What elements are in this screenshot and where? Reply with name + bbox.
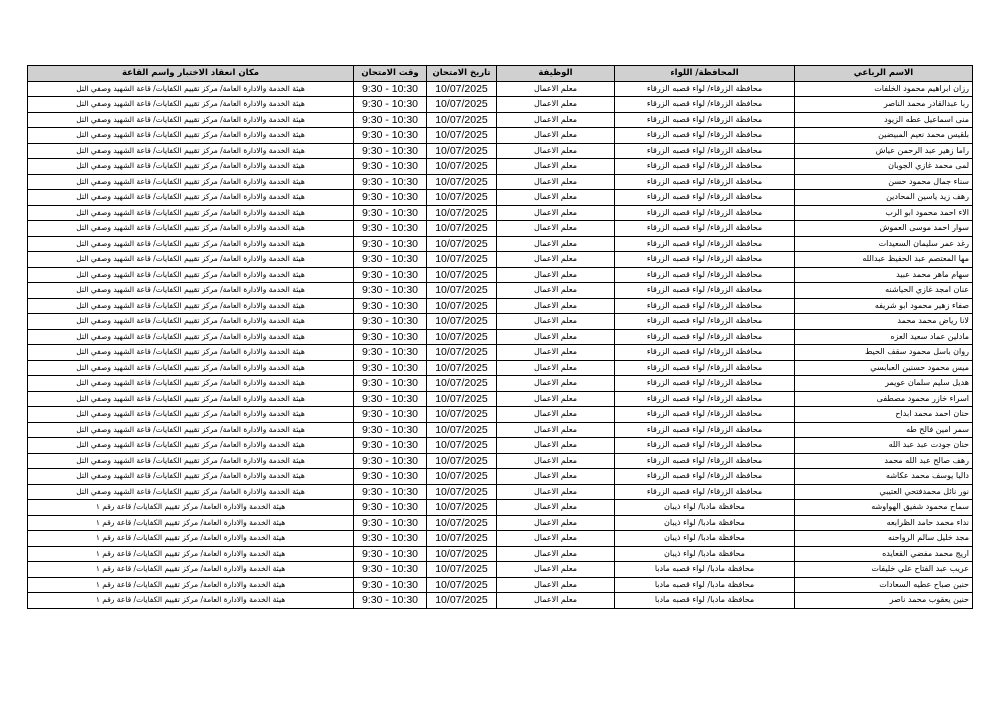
cell-name: بلقيس محمد نعيم المبيضين (795, 128, 973, 144)
cell-name: رهف زيد ياسين المحادين (795, 190, 973, 206)
cell-venue: هيئة الخدمة والادارة العامة/ مركز تقييم الكفايات/ قاعة الشهيد وصفي التل (28, 112, 354, 128)
cell-governorate: محافظة الزرقاء/ لواء قصبه الزرقاء (615, 360, 795, 376)
cell-name: رغد عمر سليمان السعيدات (795, 236, 973, 252)
cell-name: سمر امين فالح طه (795, 422, 973, 438)
cell-exam-time: 9:30 - 10:30 (354, 329, 427, 345)
cell-venue: هيئة الخدمة والادارة العامة/ مركز تقييم الكفايات/ قاعة رقم ١ (28, 577, 354, 593)
cell-name: منى اسماعيل عطه الزيود (795, 112, 973, 128)
cell-job: معلم الاعمال (497, 422, 615, 438)
cell-governorate: محافظة الزرقاء/ لواء قصبه الزرقاء (615, 469, 795, 485)
table-row (28, 500, 973, 516)
cell-job: معلم الاعمال (497, 159, 615, 175)
table-row (28, 422, 973, 438)
cell-governorate: محافظة الزرقاء/ لواء قصبه الزرقاء (615, 159, 795, 175)
table-row (28, 174, 973, 190)
cell-governorate: محافظة مادبا/ لواء قصبه مادبا (615, 593, 795, 609)
cell-exam-date: 10/07/2025 (427, 422, 497, 438)
cell-governorate: محافظة الزرقاء/ لواء قصبه الزرقاء (615, 376, 795, 392)
cell-venue: هيئة الخدمة والادارة العامة/ مركز تقييم الكفايات/ قاعة رقم ١ (28, 593, 354, 609)
cell-exam-time: 9:30 - 10:30 (354, 143, 427, 159)
cell-name: روان باسل محمود سقف الحيط (795, 345, 973, 361)
cell-exam-time: 9:30 - 10:30 (354, 360, 427, 376)
cell-job: معلم الاعمال (497, 128, 615, 144)
cell-exam-date: 10/07/2025 (427, 593, 497, 609)
cell-venue: هيئة الخدمة والادارة العامة/ مركز تقييم الكفايات/ قاعة الشهيد وصفي التل (28, 329, 354, 345)
cell-exam-date: 10/07/2025 (427, 469, 497, 485)
table-row (28, 205, 973, 221)
cell-job: معلم الاعمال (497, 143, 615, 159)
cell-venue: هيئة الخدمة والادارة العامة/ مركز تقييم الكفايات/ قاعة الشهيد وصفي التل (28, 391, 354, 407)
cell-venue: هيئة الخدمة والادارة العامة/ مركز تقييم الكفايات/ قاعة رقم ١ (28, 562, 354, 578)
header-governorate: المحافظة/ اللواء (615, 66, 795, 82)
table-row (28, 593, 973, 609)
header-venue: مكان انعقاد الاختبار واسم القاعة (28, 66, 354, 82)
cell-exam-date: 10/07/2025 (427, 112, 497, 128)
cell-job: معلم الاعمال (497, 221, 615, 237)
cell-exam-date: 10/07/2025 (427, 531, 497, 547)
cell-exam-time: 9:30 - 10:30 (354, 484, 427, 500)
cell-name: نداء محمد حامد الظرابعه (795, 515, 973, 531)
cell-governorate: محافظة الزرقاء/ لواء قصبه الزرقاء (615, 484, 795, 500)
cell-job: معلم الاعمال (497, 407, 615, 423)
cell-job: معلم الاعمال (497, 453, 615, 469)
cell-exam-time: 9:30 - 10:30 (354, 267, 427, 283)
cell-exam-date: 10/07/2025 (427, 453, 497, 469)
cell-job: معلم الاعمال (497, 345, 615, 361)
cell-exam-date: 10/07/2025 (427, 159, 497, 175)
cell-venue: هيئة الخدمة والادارة العامة/ مركز تقييم الكفايات/ قاعة الشهيد وصفي التل (28, 159, 354, 175)
cell-exam-time: 9:30 - 10:30 (354, 531, 427, 547)
cell-exam-date: 10/07/2025 (427, 345, 497, 361)
cell-venue: هيئة الخدمة والادارة العامة/ مركز تقييم الكفايات/ قاعة الشهيد وصفي التل (28, 422, 354, 438)
cell-governorate: محافظة مادبا/ لواء ذيبان (615, 515, 795, 531)
cell-governorate: محافظة الزرقاء/ لواء قصبه الزرقاء (615, 174, 795, 190)
cell-job: معلم الاعمال (497, 469, 615, 485)
cell-name: مادلين عماد سعيد العزه (795, 329, 973, 345)
table-row (28, 438, 973, 454)
cell-exam-time: 9:30 - 10:30 (354, 236, 427, 252)
cell-exam-date: 10/07/2025 (427, 236, 497, 252)
cell-venue: هيئة الخدمة والادارة العامة/ مركز تقييم الكفايات/ قاعة الشهيد وصفي التل (28, 174, 354, 190)
table-row (28, 376, 973, 392)
cell-exam-time: 9:30 - 10:30 (354, 391, 427, 407)
cell-exam-time: 9:30 - 10:30 (354, 81, 427, 97)
header-job: الوظيفة (497, 66, 615, 82)
cell-governorate: محافظة الزرقاء/ لواء قصبه الزرقاء (615, 267, 795, 283)
cell-job: معلم الاعمال (497, 593, 615, 609)
cell-job: معلم الاعمال (497, 236, 615, 252)
cell-name: رزان ابراهيم محمود الخلفات (795, 81, 973, 97)
cell-governorate: محافظة الزرقاء/ لواء قصبه الزرقاء (615, 453, 795, 469)
cell-exam-time: 9:30 - 10:30 (354, 515, 427, 531)
table-row (28, 112, 973, 128)
table-row (28, 97, 973, 113)
cell-venue: هيئة الخدمة والادارة العامة/ مركز تقييم الكفايات/ قاعة الشهيد وصفي التل (28, 252, 354, 268)
cell-job: معلم الاعمال (497, 81, 615, 97)
cell-exam-time: 9:30 - 10:30 (354, 190, 427, 206)
cell-exam-time: 9:30 - 10:30 (354, 546, 427, 562)
cell-exam-date: 10/07/2025 (427, 360, 497, 376)
table-row (28, 283, 973, 299)
table-row (28, 298, 973, 314)
header-row (28, 66, 973, 82)
cell-venue: هيئة الخدمة والادارة العامة/ مركز تقييم الكفايات/ قاعة الشهيد وصفي التل (28, 81, 354, 97)
cell-governorate: محافظة الزرقاء/ لواء قصبه الزرقاء (615, 391, 795, 407)
cell-exam-time: 9:30 - 10:30 (354, 562, 427, 578)
cell-exam-date: 10/07/2025 (427, 221, 497, 237)
cell-exam-time: 9:30 - 10:30 (354, 314, 427, 330)
cell-venue: هيئة الخدمة والادارة العامة/ مركز تقييم الكفايات/ قاعة الشهيد وصفي التل (28, 143, 354, 159)
cell-venue: هيئة الخدمة والادارة العامة/ مركز تقييم الكفايات/ قاعة رقم ١ (28, 515, 354, 531)
cell-exam-date: 10/07/2025 (427, 174, 497, 190)
cell-venue: هيئة الخدمة والادارة العامة/ مركز تقييم الكفايات/ قاعة الشهيد وصفي التل (28, 298, 354, 314)
cell-exam-time: 9:30 - 10:30 (354, 298, 427, 314)
cell-exam-date: 10/07/2025 (427, 314, 497, 330)
cell-name: ميس محمود حسنين العبابسي (795, 360, 973, 376)
header-name: الاسم الرباعي (795, 66, 973, 82)
cell-venue: هيئة الخدمة والادارة العامة/ مركز تقييم الكفايات/ قاعة الشهيد وصفي التل (28, 314, 354, 330)
cell-exam-date: 10/07/2025 (427, 515, 497, 531)
cell-venue: هيئة الخدمة والادارة العامة/ مركز تقييم الكفايات/ قاعة الشهيد وصفي التل (28, 221, 354, 237)
cell-name: حنان جودت عبد عبد الله (795, 438, 973, 454)
cell-exam-time: 9:30 - 10:30 (354, 174, 427, 190)
cell-venue: هيئة الخدمة والادارة العامة/ مركز تقييم الكفايات/ قاعة رقم ١ (28, 500, 354, 516)
cell-governorate: محافظة الزرقاء/ لواء قصبه الزرقاء (615, 81, 795, 97)
cell-name: عريب عبد الفتاح علي خليفات (795, 562, 973, 578)
table-row (28, 577, 973, 593)
cell-name: حنين صباح عطيه السعادات (795, 577, 973, 593)
cell-job: معلم الاعمال (497, 531, 615, 547)
cell-job: معلم الاعمال (497, 174, 615, 190)
cell-exam-time: 9:30 - 10:30 (354, 112, 427, 128)
cell-governorate: محافظة الزرقاء/ لواء قصبه الزرقاء (615, 407, 795, 423)
table-row (28, 360, 973, 376)
cell-exam-date: 10/07/2025 (427, 329, 497, 345)
cell-exam-time: 9:30 - 10:30 (354, 438, 427, 454)
cell-name: سماح محمود شفيق الهواوشه (795, 500, 973, 516)
cell-name: هديل سليم سلمان عويمر (795, 376, 973, 392)
cell-exam-date: 10/07/2025 (427, 252, 497, 268)
cell-governorate: محافظة الزرقاء/ لواء قصبه الزرقاء (615, 190, 795, 206)
cell-job: معلم الاعمال (497, 376, 615, 392)
cell-name: رهف صالح عبد الله محمد (795, 453, 973, 469)
header-exam-time: وقت الامتحان (354, 66, 427, 82)
cell-name: لانا رياض محمد محمد (795, 314, 973, 330)
cell-job: معلم الاعمال (497, 252, 615, 268)
cell-governorate: محافظة مادبا/ لواء قصبه مادبا (615, 577, 795, 593)
cell-job: معلم الاعمال (497, 360, 615, 376)
cell-exam-date: 10/07/2025 (427, 577, 497, 593)
cell-venue: هيئة الخدمة والادارة العامة/ مركز تقييم الكفايات/ قاعة الشهيد وصفي التل (28, 236, 354, 252)
cell-name: لمى محمد غازي الجوبان (795, 159, 973, 175)
cell-venue: هيئة الخدمة والادارة العامة/ مركز تقييم الكفايات/ قاعة الشهيد وصفي التل (28, 376, 354, 392)
cell-name: حنان احمد محمد ابداح (795, 407, 973, 423)
cell-exam-time: 9:30 - 10:30 (354, 283, 427, 299)
table-row (28, 469, 973, 485)
cell-name: سناء جمال محمود حسن (795, 174, 973, 190)
cell-job: معلم الاعمال (497, 190, 615, 206)
table-row (28, 515, 973, 531)
cell-venue: هيئة الخدمة والادارة العامة/ مركز تقييم الكفايات/ قاعة الشهيد وصفي التل (28, 484, 354, 500)
cell-name: نور نائل محمدفتحي العتيبي (795, 484, 973, 500)
cell-governorate: محافظة مادبا/ لواء ذيبان (615, 531, 795, 547)
cell-name: الاء احمد محمود ابو الرب (795, 205, 973, 221)
cell-exam-date: 10/07/2025 (427, 283, 497, 299)
cell-governorate: محافظة الزرقاء/ لواء قصبه الزرقاء (615, 314, 795, 330)
cell-venue: هيئة الخدمة والادارة العامة/ مركز تقييم الكفايات/ قاعة الشهيد وصفي التل (28, 345, 354, 361)
cell-governorate: محافظة الزرقاء/ لواء قصبه الزرقاء (615, 438, 795, 454)
table-row (28, 159, 973, 175)
table-row (28, 143, 973, 159)
cell-name: سهام ماهر محمد عبيد (795, 267, 973, 283)
table-row (28, 562, 973, 578)
table-row (28, 407, 973, 423)
cell-exam-date: 10/07/2025 (427, 190, 497, 206)
cell-venue: هيئة الخدمة والادارة العامة/ مركز تقييم الكفايات/ قاعة الشهيد وصفي التل (28, 360, 354, 376)
cell-governorate: محافظة مادبا/ لواء ذيبان (615, 546, 795, 562)
cell-venue: هيئة الخدمة والادارة العامة/ مركز تقييم الكفايات/ قاعة الشهيد وصفي التل (28, 205, 354, 221)
cell-exam-date: 10/07/2025 (427, 81, 497, 97)
cell-exam-date: 10/07/2025 (427, 376, 497, 392)
header-exam-date: تاريخ الامتحان (427, 66, 497, 82)
cell-venue: هيئة الخدمة والادارة العامة/ مركز تقييم الكفايات/ قاعة الشهيد وصفي التل (28, 469, 354, 485)
cell-name: مها المعتصم عبد الحفيظ عبدالله (795, 252, 973, 268)
cell-exam-date: 10/07/2025 (427, 546, 497, 562)
cell-venue: هيئة الخدمة والادارة العامة/ مركز تقييم الكفايات/ قاعة الشهيد وصفي التل (28, 438, 354, 454)
table-row (28, 81, 973, 97)
cell-name: مجد خليل سالم الرواحنه (795, 531, 973, 547)
cell-name: داليا يوسف محمد عكاشه (795, 469, 973, 485)
cell-name: سوار احمد موسى العموش (795, 221, 973, 237)
cell-governorate: محافظة الزرقاء/ لواء قصبه الزرقاء (615, 221, 795, 237)
cell-exam-date: 10/07/2025 (427, 391, 497, 407)
cell-venue: هيئة الخدمة والادارة العامة/ مركز تقييم الكفايات/ قاعة الشهيد وصفي التل (28, 283, 354, 299)
cell-governorate: محافظة الزرقاء/ لواء قصبه الزرقاء (615, 143, 795, 159)
cell-venue: هيئة الخدمة والادارة العامة/ مركز تقييم الكفايات/ قاعة الشهيد وصفي التل (28, 97, 354, 113)
cell-exam-time: 9:30 - 10:30 (354, 500, 427, 516)
table-row (28, 252, 973, 268)
cell-exam-time: 9:30 - 10:30 (354, 376, 427, 392)
cell-job: معلم الاعمال (497, 484, 615, 500)
cell-name: ربا عبدالقادر محمد الناصر (795, 97, 973, 113)
cell-name: اريج محمد مفضي القعايده (795, 546, 973, 562)
cell-venue: هيئة الخدمة والادارة العامة/ مركز تقييم الكفايات/ قاعة رقم ١ (28, 546, 354, 562)
cell-governorate: محافظة الزرقاء/ لواء قصبه الزرقاء (615, 252, 795, 268)
cell-name: حنين يعقوب محمد ناصر (795, 593, 973, 609)
cell-venue: هيئة الخدمة والادارة العامة/ مركز تقييم الكفايات/ قاعة رقم ١ (28, 531, 354, 547)
cell-exam-time: 9:30 - 10:30 (354, 345, 427, 361)
table-row (28, 267, 973, 283)
table-body (28, 81, 973, 608)
cell-venue: هيئة الخدمة والادارة العامة/ مركز تقييم الكفايات/ قاعة الشهيد وصفي التل (28, 453, 354, 469)
cell-job: معلم الاعمال (497, 438, 615, 454)
cell-name: عنان امجد غازي الحياشنه (795, 283, 973, 299)
cell-governorate: محافظة الزرقاء/ لواء قصبه الزرقاء (615, 112, 795, 128)
cell-exam-date: 10/07/2025 (427, 128, 497, 144)
cell-job: معلم الاعمال (497, 329, 615, 345)
cell-job: معلم الاعمال (497, 298, 615, 314)
cell-exam-time: 9:30 - 10:30 (354, 593, 427, 609)
cell-governorate: محافظة مادبا/ لواء قصبه مادبا (615, 562, 795, 578)
cell-exam-time: 9:30 - 10:30 (354, 97, 427, 113)
table-row (28, 190, 973, 206)
exam-schedule-table (27, 65, 973, 609)
cell-exam-date: 10/07/2025 (427, 438, 497, 454)
table-row (28, 345, 973, 361)
cell-exam-time: 9:30 - 10:30 (354, 577, 427, 593)
cell-job: معلم الاعمال (497, 283, 615, 299)
cell-job: معلم الاعمال (497, 546, 615, 562)
table-row (28, 531, 973, 547)
cell-name: راما زهير عبد الرحمن عياش (795, 143, 973, 159)
cell-exam-date: 10/07/2025 (427, 407, 497, 423)
cell-venue: هيئة الخدمة والادارة العامة/ مركز تقييم الكفايات/ قاعة الشهيد وصفي التل (28, 407, 354, 423)
table-row (28, 221, 973, 237)
table-row (28, 484, 973, 500)
cell-governorate: محافظة الزرقاء/ لواء قصبه الزرقاء (615, 329, 795, 345)
cell-exam-date: 10/07/2025 (427, 562, 497, 578)
cell-job: معلم الاعمال (497, 267, 615, 283)
cell-name: اسراء خازر محمود مصطفى (795, 391, 973, 407)
cell-exam-date: 10/07/2025 (427, 143, 497, 159)
cell-job: معلم الاعمال (497, 112, 615, 128)
cell-job: معلم الاعمال (497, 314, 615, 330)
table-row (28, 128, 973, 144)
cell-exam-time: 9:30 - 10:30 (354, 128, 427, 144)
table-row (28, 391, 973, 407)
cell-exam-time: 9:30 - 10:30 (354, 422, 427, 438)
cell-exam-date: 10/07/2025 (427, 484, 497, 500)
cell-job: معلم الاعمال (497, 205, 615, 221)
cell-exam-date: 10/07/2025 (427, 298, 497, 314)
cell-governorate: محافظة الزرقاء/ لواء قصبه الزرقاء (615, 97, 795, 113)
cell-exam-date: 10/07/2025 (427, 267, 497, 283)
cell-name: صفاء زهير محمود ابو شريفه (795, 298, 973, 314)
cell-venue: هيئة الخدمة والادارة العامة/ مركز تقييم الكفايات/ قاعة الشهيد وصفي التل (28, 190, 354, 206)
cell-governorate: محافظة الزرقاء/ لواء قصبه الزرقاء (615, 422, 795, 438)
table-row (28, 329, 973, 345)
cell-job: معلم الاعمال (497, 500, 615, 516)
table-row (28, 453, 973, 469)
cell-governorate: محافظة مادبا/ لواء ذيبان (615, 500, 795, 516)
cell-exam-time: 9:30 - 10:30 (354, 469, 427, 485)
cell-job: معلم الاعمال (497, 515, 615, 531)
cell-job: معلم الاعمال (497, 391, 615, 407)
cell-exam-date: 10/07/2025 (427, 500, 497, 516)
cell-exam-date: 10/07/2025 (427, 205, 497, 221)
cell-exam-time: 9:30 - 10:30 (354, 221, 427, 237)
cell-venue: هيئة الخدمة والادارة العامة/ مركز تقييم الكفايات/ قاعة الشهيد وصفي التل (28, 128, 354, 144)
table-row (28, 546, 973, 562)
cell-exam-time: 9:30 - 10:30 (354, 205, 427, 221)
cell-job: معلم الاعمال (497, 97, 615, 113)
cell-exam-time: 9:30 - 10:30 (354, 159, 427, 175)
cell-exam-time: 9:30 - 10:30 (354, 407, 427, 423)
cell-exam-date: 10/07/2025 (427, 97, 497, 113)
cell-exam-time: 9:30 - 10:30 (354, 453, 427, 469)
cell-venue: هيئة الخدمة والادارة العامة/ مركز تقييم الكفايات/ قاعة الشهيد وصفي التل (28, 267, 354, 283)
cell-governorate: محافظة الزرقاء/ لواء قصبه الزرقاء (615, 205, 795, 221)
cell-governorate: محافظة الزرقاء/ لواء قصبه الزرقاء (615, 236, 795, 252)
table-row (28, 314, 973, 330)
cell-governorate: محافظة الزرقاء/ لواء قصبه الزرقاء (615, 128, 795, 144)
cell-exam-time: 9:30 - 10:30 (354, 252, 427, 268)
cell-governorate: محافظة الزرقاء/ لواء قصبه الزرقاء (615, 283, 795, 299)
table-row (28, 236, 973, 252)
cell-governorate: محافظة الزرقاء/ لواء قصبه الزرقاء (615, 298, 795, 314)
cell-governorate: محافظة الزرقاء/ لواء قصبه الزرقاء (615, 345, 795, 361)
cell-job: معلم الاعمال (497, 562, 615, 578)
cell-job: معلم الاعمال (497, 577, 615, 593)
